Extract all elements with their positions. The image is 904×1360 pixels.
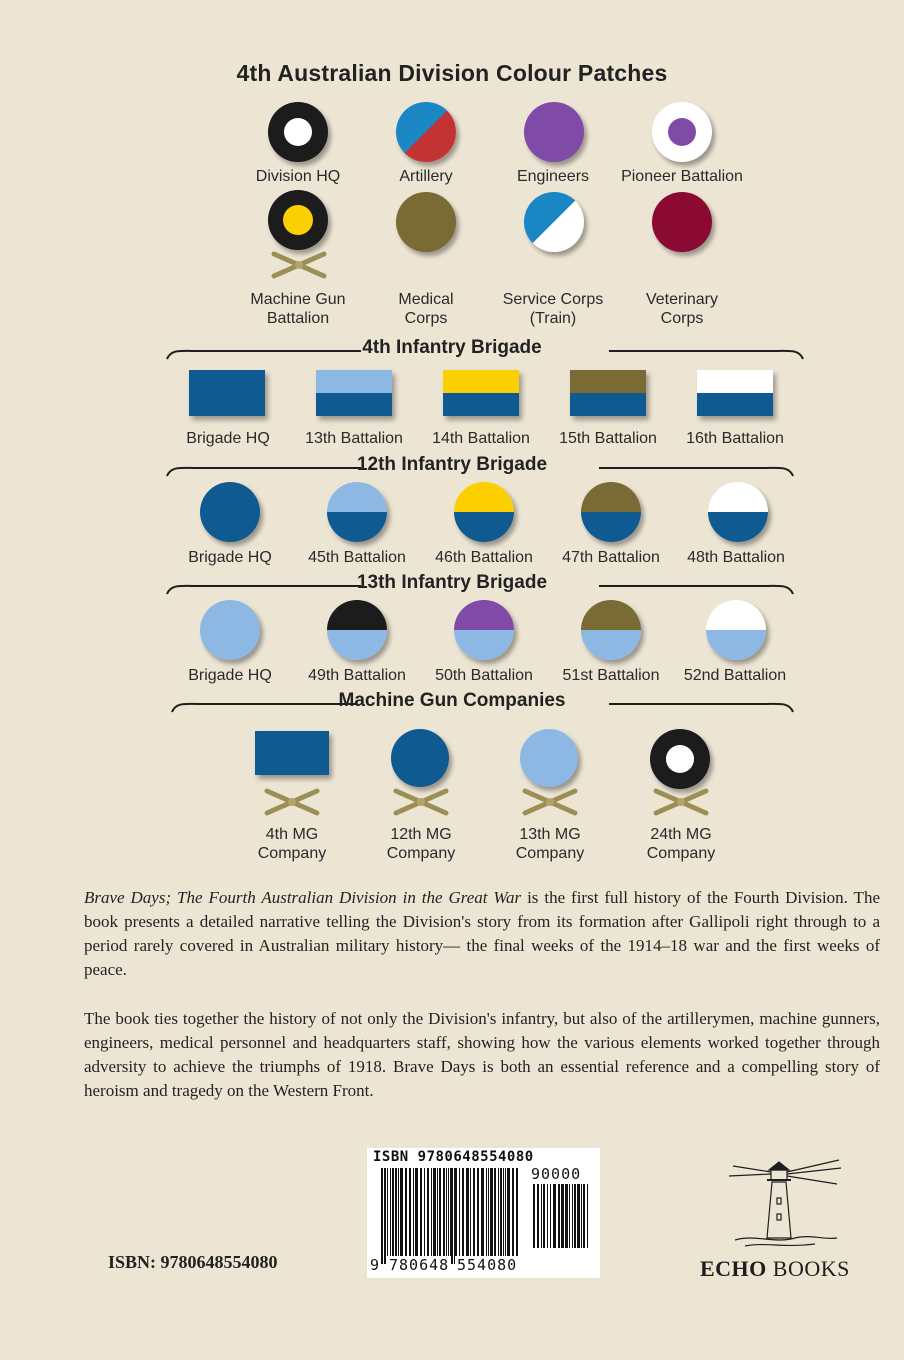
mg-company-4-label: 4th MG Company: [257, 826, 327, 862]
artillery-label: Artillery: [399, 168, 453, 185]
artillery-patch: [396, 102, 456, 162]
barcode-bar: [498, 1168, 499, 1256]
barcode-bar: [574, 1184, 576, 1248]
barcode-bar: [387, 1168, 388, 1256]
battalion-15-label: 15th Battalion: [559, 430, 657, 447]
barcode-bar: [553, 1184, 556, 1248]
barcode-bar: [565, 1184, 568, 1248]
crossed-guns-icon: [261, 785, 323, 819]
blurb-paragraph-2: The book ties together the history of not only the Division's infantry, but also of the artillerymen, machine gunners, engineers, medical personnel and headquarters staff, showing how the various elements worked together through adversity to achieve the triumphs of 1918. Brave Days is both an essential reference and a compelling story of heroism and tragedy on the Western Front.: [84, 1009, 880, 1100]
battalion-51-patch: [581, 600, 641, 660]
barcode-bar: [459, 1168, 460, 1256]
barcode-bar: [572, 1184, 573, 1248]
mg-company-13-patch: [520, 729, 578, 787]
battalion-14-patch: [443, 370, 519, 416]
battalion-14-label: 14th Battalion: [432, 430, 530, 447]
barcode-bar: [439, 1168, 441, 1256]
barcode-isbn-top: ISBN 9780648554080: [373, 1149, 534, 1165]
mg-company-12-patch: [391, 729, 449, 787]
barcode-bar: [477, 1168, 479, 1256]
barcode-bar: [413, 1168, 414, 1256]
barcode-bar: [409, 1168, 411, 1256]
engineers-label: Engineers: [516, 168, 590, 185]
service-corps-label: Service Corps (Train): [502, 291, 604, 327]
barcode-bar: [443, 1168, 445, 1256]
barcode-bar: [543, 1184, 545, 1248]
barcode: [367, 1148, 600, 1278]
crossed-guns-icon: [390, 785, 452, 819]
barcode-bar: [454, 1168, 457, 1264]
barcode-bars-main: [381, 1168, 521, 1264]
barcode-first-digit: 9: [370, 1256, 380, 1274]
brigade-13-hq-label: Brigade HQ: [188, 667, 272, 684]
barcode-right-digits: 554080: [457, 1256, 518, 1274]
brigade-4-title: 4th Infantry Brigade: [362, 337, 542, 358]
battalion-50-patch: [454, 600, 514, 660]
barcode-bar: [424, 1168, 425, 1256]
barcode-bar: [470, 1168, 471, 1256]
barcode-bar: [516, 1168, 518, 1256]
brigade-4-hq-patch: [189, 370, 265, 416]
battalion-47-patch: [581, 482, 641, 542]
barcode-bar: [569, 1184, 570, 1248]
barcode-bar: [400, 1168, 403, 1256]
crossed-guns-icon: [650, 785, 712, 819]
barcode-bars-addon: [533, 1184, 593, 1272]
brigade-13-title: 13th Infantry Brigade: [356, 572, 548, 593]
brigade-13-hq-patch: [200, 600, 260, 660]
battalion-13-patch: [316, 370, 392, 416]
barcode-bar: [420, 1168, 422, 1256]
brigade-12-title: 12th Infantry Brigade: [356, 454, 548, 475]
battalion-15-patch: [570, 370, 646, 416]
barcode-bar: [390, 1168, 391, 1256]
battalion-45-label: 45th Battalion: [308, 549, 406, 566]
brigade-12-hq-label: Brigade HQ: [188, 549, 272, 566]
barcode-bar: [462, 1168, 464, 1256]
mg-company-13-label: 13th MG Company: [515, 826, 585, 862]
barcode-bar: [486, 1168, 487, 1256]
barcode-bar: [481, 1168, 484, 1256]
barcode-bar: [577, 1184, 580, 1248]
barcode-bar: [587, 1184, 588, 1248]
barcode-addon-digits: 90000: [531, 1165, 582, 1183]
battalion-49-label: 49th Battalion: [308, 667, 406, 684]
pioneer-battalion-label: Pioneer Battalion: [621, 168, 743, 185]
barcode-bar: [427, 1168, 429, 1256]
division-hq-patch: [268, 102, 328, 162]
barcode-bar: [500, 1168, 502, 1256]
barcode-bar: [494, 1168, 496, 1256]
barcode-bar: [431, 1168, 432, 1256]
barcode-bar: [583, 1184, 585, 1248]
barcode-bar: [381, 1168, 383, 1264]
brigade-12-hq-patch: [200, 482, 260, 542]
mg-companies-title: Machine Gun Companies: [338, 690, 566, 711]
barcode-bar: [466, 1168, 469, 1256]
mg-company-4-patch: [255, 731, 329, 775]
publisher-logo: ECHO BOOKS: [700, 1256, 850, 1281]
barcode-bar: [450, 1168, 453, 1264]
barcode-bar: [561, 1184, 564, 1248]
barcode-bar: [446, 1168, 447, 1256]
blurb-paragraph-1: Brave Days; The Fourth Australian Division in the Great War is the first full history of the Fourth Division. The book presents a detailed narrative telling the Division's story from its formation after Gallipoli right through to a period rarely covered in Australian military history— the final weeks of the 1914–18 war and the first weeks of peace.: [84, 888, 880, 979]
barcode-bar: [558, 1184, 560, 1248]
battalion-16-label: 16th Battalion: [686, 430, 784, 447]
battalion-48-label: 48th Battalion: [687, 549, 785, 566]
crossed-guns-icon: [519, 785, 581, 819]
mg-company-24-label: 24th MG Company: [646, 826, 716, 862]
pioneer-battalion-patch: [652, 102, 712, 162]
barcode-bar: [533, 1184, 535, 1248]
battalion-16-patch: [697, 370, 773, 416]
barcode-bar: [550, 1184, 551, 1248]
barcode-bar: [405, 1168, 407, 1256]
veterinary-corps-patch: [652, 192, 712, 252]
barcode-bar: [398, 1168, 399, 1256]
mg-company-24-patch: [650, 729, 710, 789]
barcode-bar: [541, 1184, 542, 1248]
barcode-bar: [507, 1168, 510, 1256]
isbn-text: ISBN: 9780648554080: [108, 1252, 278, 1272]
battalion-45-patch: [327, 482, 387, 542]
medical-corps-label: Medical Corps: [398, 291, 454, 327]
division-hq-label: Division HQ: [255, 168, 341, 185]
battalion-50-label: 50th Battalion: [435, 667, 533, 684]
battalion-48-patch: [708, 482, 768, 542]
medical-corps-patch: [396, 192, 456, 252]
service-corps-patch: [524, 192, 584, 252]
barcode-bar: [473, 1168, 475, 1256]
battalion-52-patch: [706, 600, 766, 660]
battalion-13-label: 13th Battalion: [305, 430, 403, 447]
page-title: 4th Australian Division Colour Patches: [236, 60, 668, 86]
barcode-bar: [503, 1168, 504, 1256]
barcode-bar: [581, 1184, 582, 1248]
battalion-46-label: 46th Battalion: [435, 549, 533, 566]
crossed-guns-icon: [268, 248, 330, 282]
barcode-left-digits: 780648: [389, 1256, 450, 1274]
barcode-bar: [490, 1168, 493, 1256]
book-title-italic: Brave Days; The Fourth Australian Division in the Great War: [84, 888, 522, 907]
barcode-bar: [395, 1168, 397, 1256]
barcode-bar: [488, 1168, 489, 1256]
lighthouse-logo-icon: [725, 1158, 845, 1250]
battalion-49-patch: [327, 600, 387, 660]
barcode-bar: [392, 1168, 394, 1256]
machine-gun-battalion-patch: [268, 190, 328, 250]
barcode-bar: [512, 1168, 514, 1256]
barcode-bar: [537, 1184, 539, 1248]
battalion-46-patch: [454, 482, 514, 542]
barcode-bar: [437, 1168, 438, 1256]
barcode-bar: [433, 1168, 436, 1256]
mg-company-12-label: 12th MG Company: [386, 826, 456, 862]
brigade-4-hq-label: Brigade HQ: [186, 430, 270, 447]
engineers-patch: [524, 102, 584, 162]
barcode-bar: [448, 1168, 449, 1256]
battalion-52-label: 52nd Battalion: [683, 667, 787, 684]
veterinary-corps-label: Veterinary Corps: [645, 291, 719, 327]
barcode-bar: [384, 1168, 386, 1264]
battalion-47-label: 47th Battalion: [562, 549, 660, 566]
battalion-51-label: 51st Battalion: [562, 667, 660, 684]
barcode-bar: [547, 1184, 548, 1248]
machine-gun-battalion-label: Machine Gun Battalion: [250, 291, 346, 327]
barcode-bar: [505, 1168, 506, 1256]
barcode-bar: [415, 1168, 418, 1256]
